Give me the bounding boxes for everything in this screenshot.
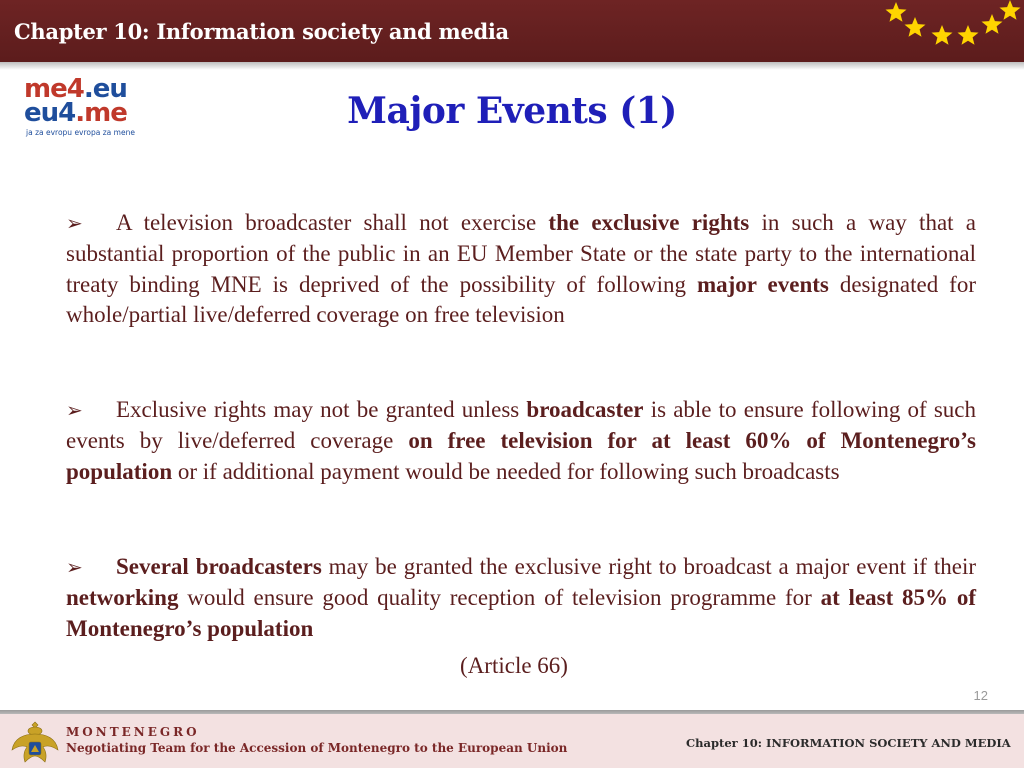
arrow-bullet-icon: ➢ — [66, 398, 83, 422]
montenegro-coat-of-arms-icon — [10, 720, 60, 766]
header-bar — [0, 0, 1024, 62]
article-reference: (Article 66) — [460, 653, 568, 678]
star-icon — [932, 25, 953, 45]
arrow-bullet-icon: ➢ — [66, 555, 83, 579]
footer-chapter: Chapter 10: INFORMATION SOCIETY AND MEDIA — [686, 736, 1011, 750]
footer-team-name: Negotiating Team for the Accession of Montenegro to the European Union — [66, 741, 568, 755]
bullet-item: ➢ Several broadcasters may be granted the exclusive right to broadcast a major event if their networking would ensure good quality reception of television programme for at least 85% of Montenegro’s population — [66, 554, 977, 641]
slide-title: Major Events (1) — [347, 90, 677, 132]
chapter-title: Chapter 10: Information society and media — [14, 19, 509, 44]
bullet-item: ➢ Exclusive rights may not be granted unless broadcaster is able to ensure following of such events by live/deferred coverage on free television for at least 60% of Montenegro’s population or if additional payment would be needed for following such broadcasts — [66, 397, 977, 484]
star-icon — [958, 25, 979, 45]
star-icon — [1000, 0, 1021, 20]
logo-line-1: me4.eu — [24, 74, 127, 104]
star-icon — [905, 17, 926, 37]
logo-tagline: ja za evropu evropa za mene — [26, 128, 135, 137]
page-number: 12 — [973, 688, 988, 703]
header-shadow — [0, 62, 1024, 70]
star-icon — [886, 2, 907, 22]
bullet-item: ➢ A television broadcaster shall not exercise the exclusive rights in such a way that a substantial proportion of the public in an EU Member State or the state party to the international treaty binding MNE is deprived of the possibility of following major events designated for whole/partial live/deferred coverage on free television — [66, 210, 976, 328]
footer-country: MONTENEGRO — [66, 725, 200, 739]
arrow-bullet-icon: ➢ — [66, 211, 83, 235]
star-icon — [982, 14, 1003, 34]
logo-line-2: eu4.me — [24, 98, 127, 128]
eu-stars-icon — [860, 0, 1024, 52]
